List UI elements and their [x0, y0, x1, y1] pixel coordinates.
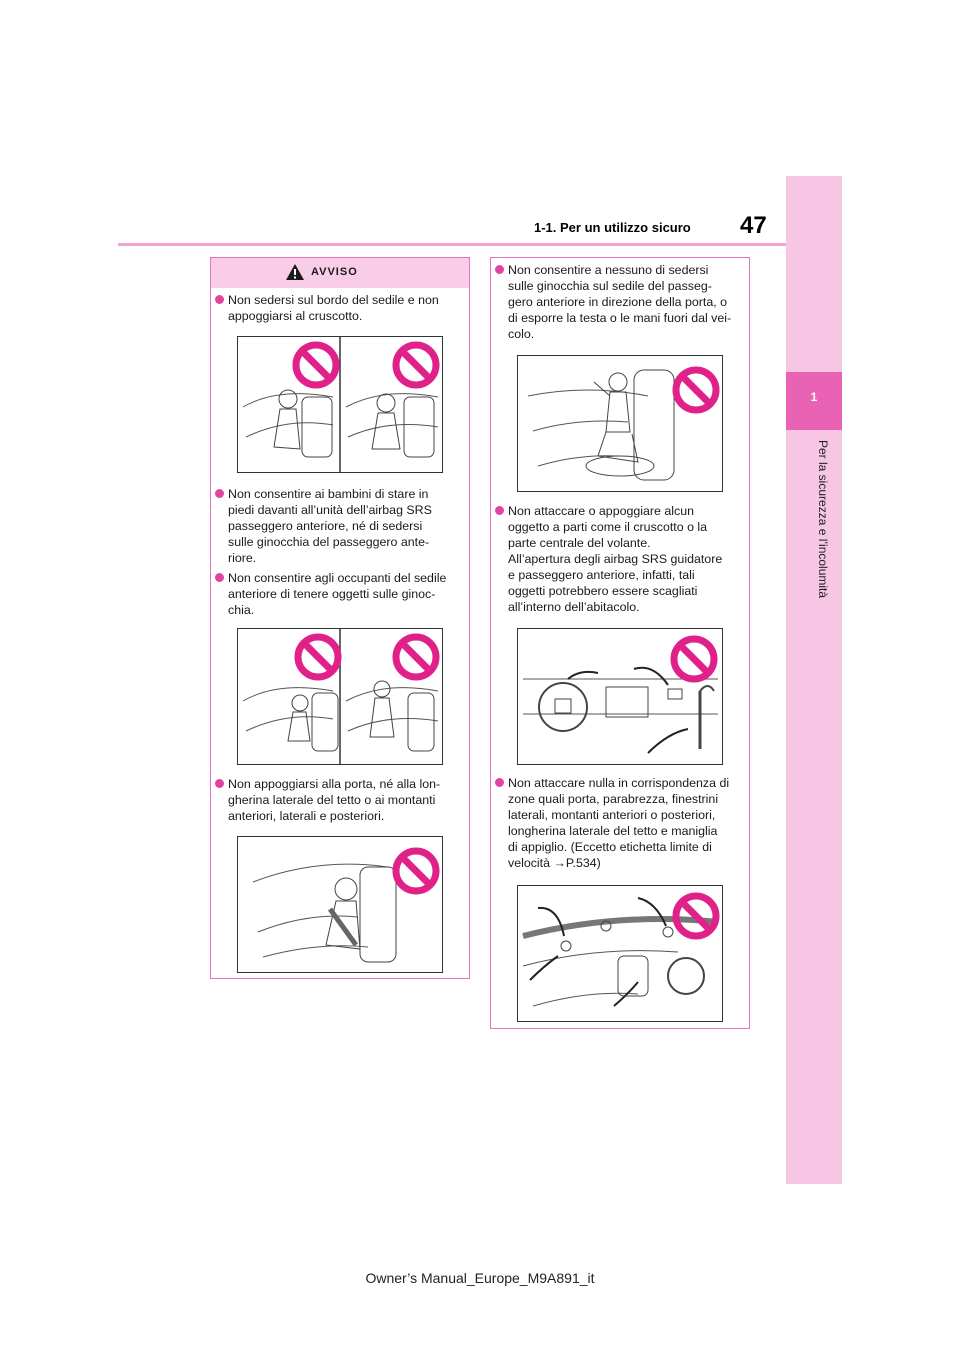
- list-item: [215, 570, 455, 618]
- bullet-icon: [495, 778, 504, 787]
- list-item-text: Non attaccare o appoggiare alcun oggetto a parti come il cruscotto o la parte centrale del volante. All’apertura degli airbag SRS guidatore e passeggero anteriore, infatti, tali oggetti potrebbero essere scagliati all’interno dell’abitacolo.: [508, 504, 723, 614]
- page-number: 47: [740, 212, 767, 239]
- chapter-side-tab: [786, 176, 842, 1184]
- illustration-seat-edge: [237, 336, 443, 473]
- footer-text: Owner’s Manual_Europe_M9A891_it: [365, 1270, 595, 1286]
- list-item: [215, 292, 455, 324]
- list-item: [495, 262, 735, 342]
- warning-header: [211, 258, 469, 288]
- list-item-text: Non consentire ai bambini di stare in piedi davanti all’unità dell’airbag SRS passeggero anteriore, né di sedersi sulle ginocchia del passeggero ante- riore.: [228, 487, 432, 565]
- bullet-icon: [215, 779, 224, 788]
- warning-box-left: [210, 257, 470, 979]
- illustration-kneeling-seat: [517, 355, 723, 492]
- bullet-icon: [495, 506, 504, 515]
- bullet-icon: [215, 573, 224, 582]
- list-item-text: Non sedersi sul bordo del sedile e non appoggiarsi al cruscotto.: [228, 293, 439, 323]
- illustration-lean-door: [237, 836, 443, 973]
- section-title: 1-1. Per un utilizzo sicuro: [534, 220, 691, 235]
- illustration-child-airbag: [237, 628, 443, 765]
- list-item: [215, 776, 455, 824]
- warning-title: AVVISO: [311, 266, 358, 278]
- bullet-icon: [495, 265, 504, 274]
- list-item: [495, 503, 735, 615]
- list-item-text: Non consentire a nessuno di sedersi sulle ginocchia sul sedile del passeg- gero anteriore in direzione della porta, o di esporre la testa o le mani fuori dal vei- colo.: [508, 263, 732, 341]
- illustration-door-pillars: [517, 885, 723, 1022]
- chapter-number: 1: [810, 390, 818, 404]
- warning-triangle-icon: [285, 263, 305, 286]
- list-item-text: Non attaccare nulla in corrispondenza di zone quali porta, parabrezza, finestrini laterali, montanti anteriori o posteriori, longherina laterale del tetto e maniglia di appiglio. (Eccetto etichetta limite di velocità →P.534): [508, 776, 730, 870]
- warning-box-right: [490, 257, 750, 1029]
- header-divider: [118, 243, 786, 246]
- list-item-text: Non consentire agli occupanti del sedile anteriore di tenere oggetti sulle ginoc- chia.: [228, 571, 447, 617]
- bullet-icon: [215, 489, 224, 498]
- list-item: [215, 486, 455, 566]
- chapter-title: Per la sicurezza e l’incolumità: [816, 440, 830, 599]
- list-item-text: Non appoggiarsi alla porta, né alla lon- gherina laterale del tetto o ai montanti anteriori, laterali e posteriori.: [228, 777, 441, 823]
- bullet-icon: [215, 295, 224, 304]
- list-item: [495, 775, 735, 871]
- illustration-dashboard-objects: [517, 628, 723, 765]
